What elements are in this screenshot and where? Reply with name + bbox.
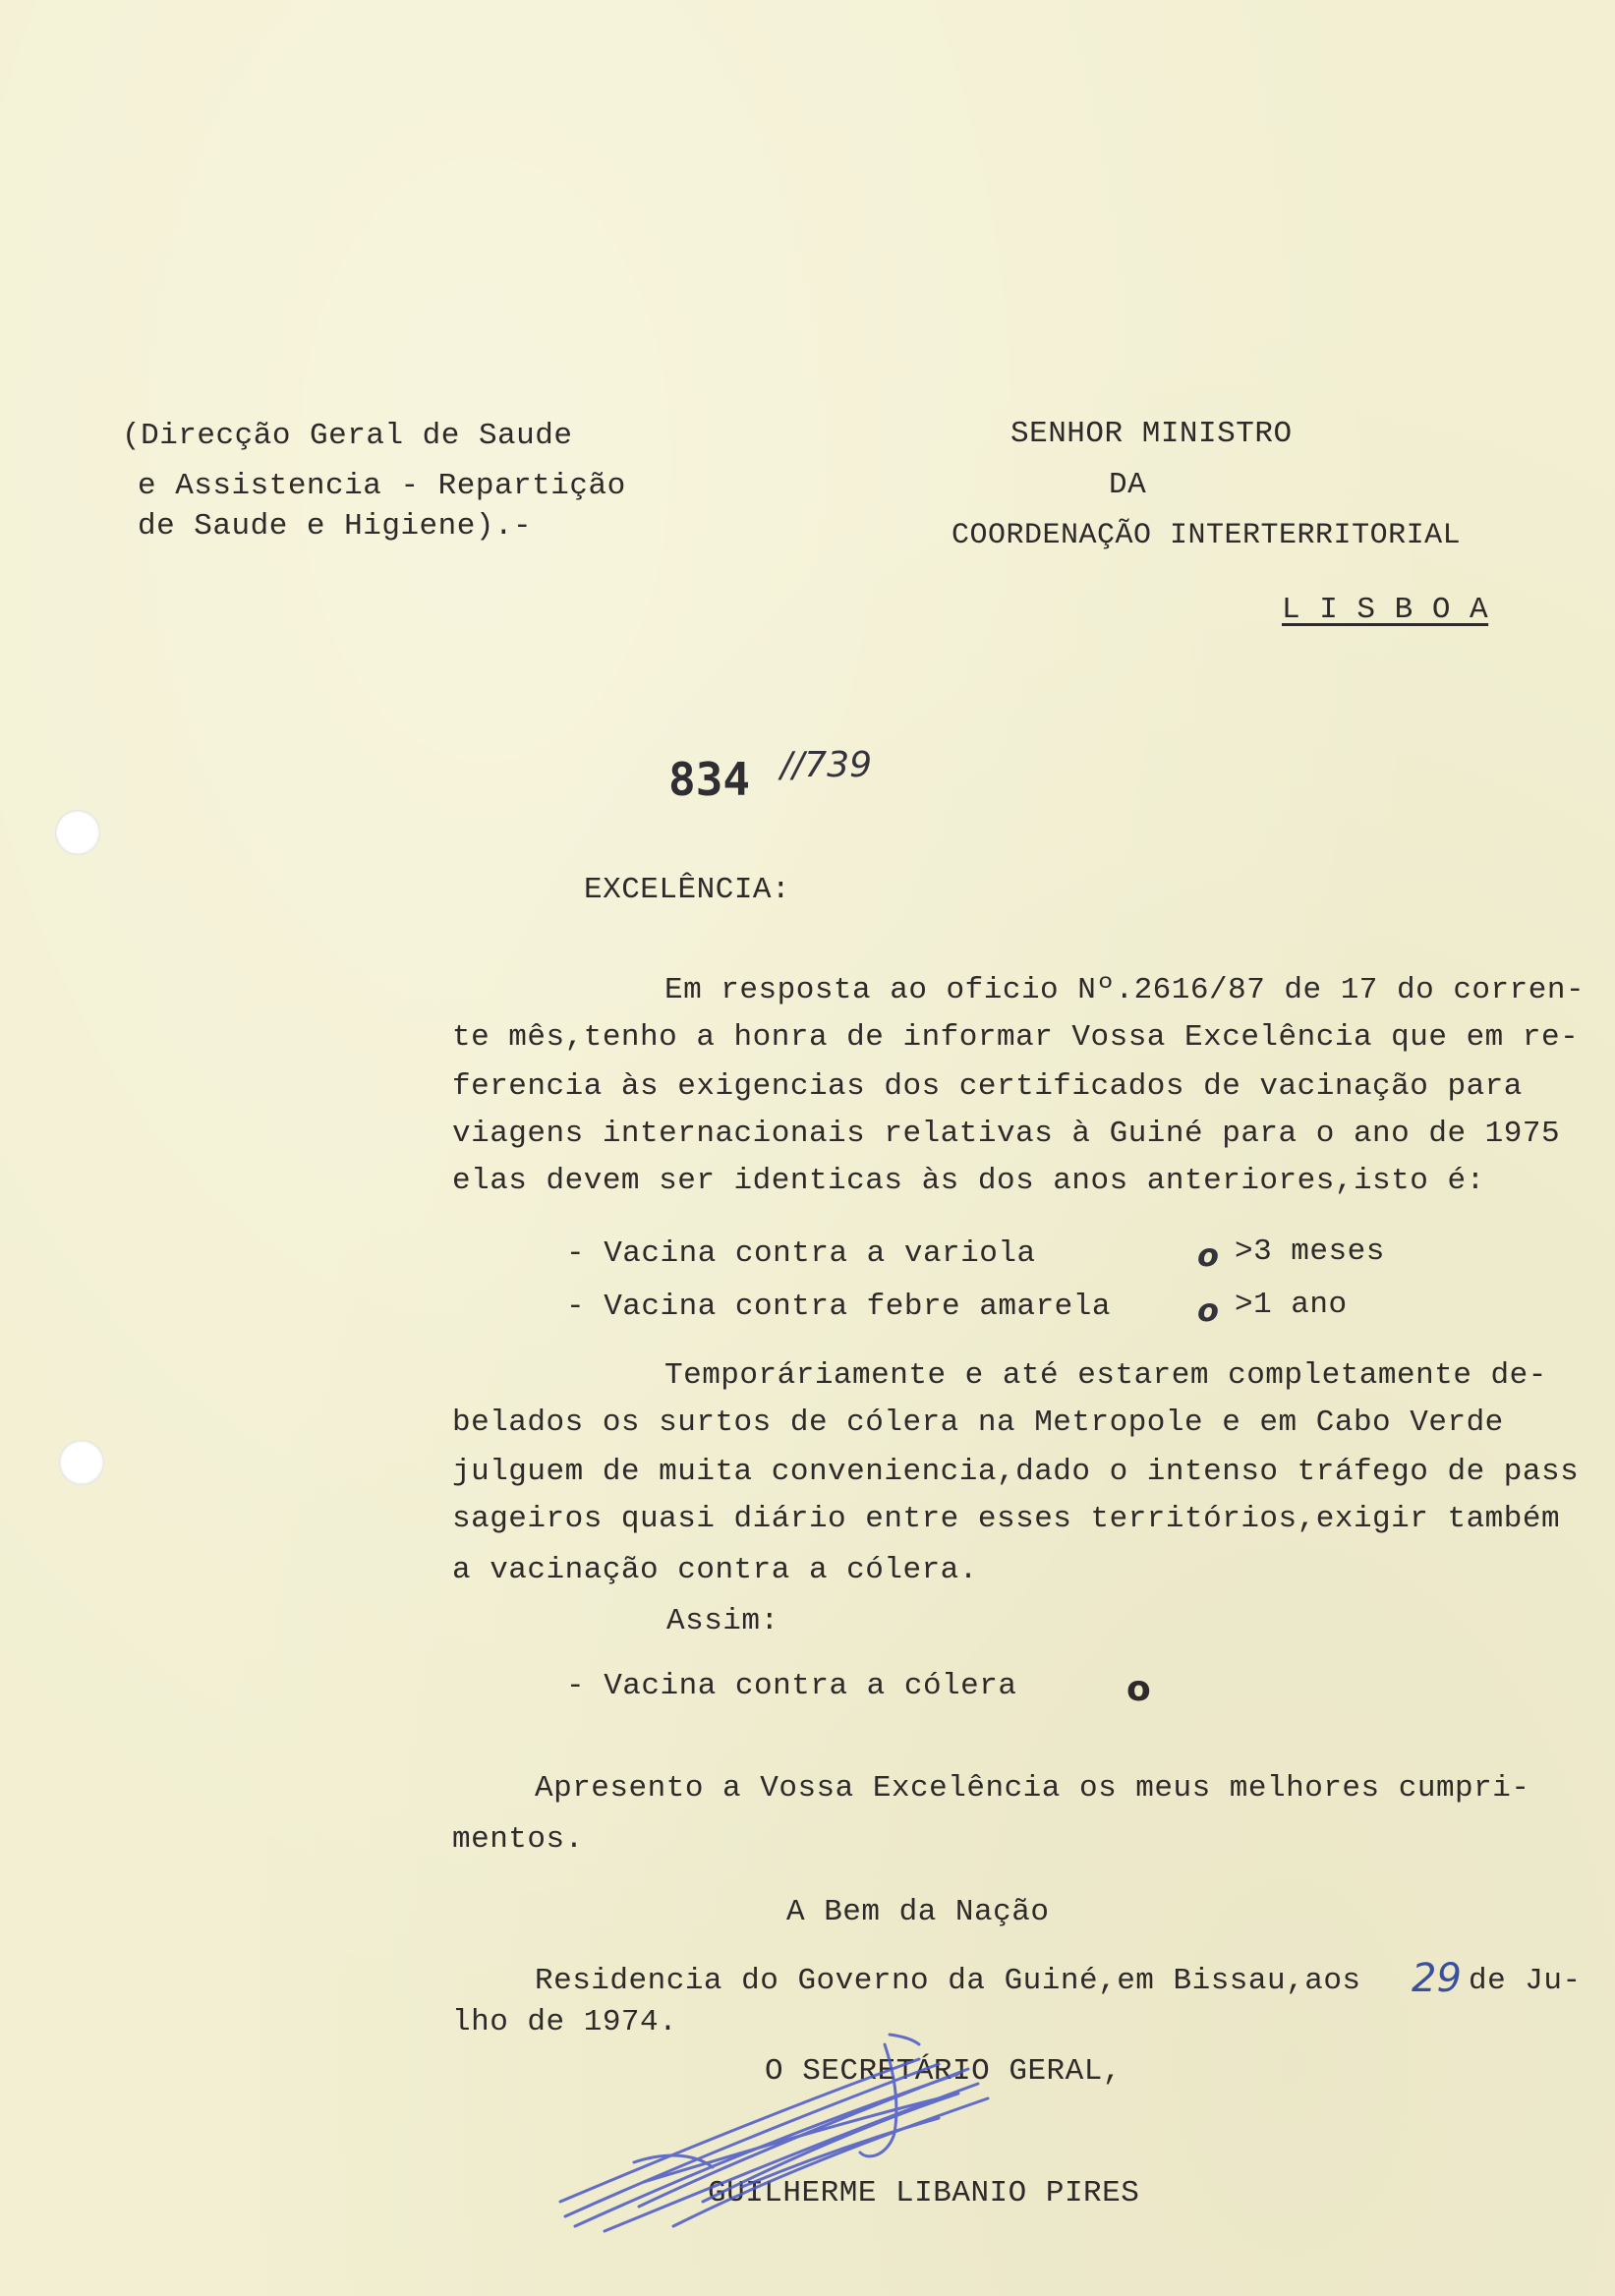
vaccine-item-value: >3 meses <box>1235 1234 1385 1269</box>
cholera-vaccine-label: - Vacina contra a cólera <box>566 1669 1017 1703</box>
assim-label: Assim: <box>666 1604 779 1638</box>
reference-handwritten: //739 <box>780 745 872 785</box>
place-date-line-1: Residencia do Governo da Guiné,em Bissau,aos <box>535 1964 1361 1998</box>
place-date-day: 29 <box>1412 1956 1462 2001</box>
paragraph-1-line-1: Em resposta ao oficio Nº.2616/87 de 17 do corren- <box>664 973 1586 1007</box>
place-date-line-2: lho de 1974. <box>452 2005 678 2039</box>
reference-number: 834 <box>668 753 751 806</box>
punch-hole-top <box>55 810 100 855</box>
place-date-line-1-end: de Ju- <box>1469 1964 1582 1998</box>
signature <box>546 2005 1214 2241</box>
sender-line-2: e Assistencia - Repartição <box>138 469 626 503</box>
closing-line-1: Apresento a Vossa Excelência os meus melhores cumpri- <box>535 1771 1530 1806</box>
motto: A Bem da Nação <box>786 1895 1050 1929</box>
paragraph-2-line-5: a vacinação contra a cólera. <box>452 1553 978 1587</box>
paragraph-1-line-4: viagens internacionais relativas à Guiné para o ano de 1975 <box>452 1117 1561 1151</box>
vaccine-item-mark: o <box>1197 1236 1219 1274</box>
paragraph-2-line-1: Temporáriamente e até estarem completamente de- <box>664 1358 1547 1393</box>
recipient-line-3: COORDENAÇÃO INTERTERRITORIAL <box>952 519 1462 552</box>
sender-line-3: de Saude e Higiene).- <box>138 509 533 544</box>
recipient-line-1: SENHOR MINISTRO <box>1010 417 1293 451</box>
closing-line-2: mentos. <box>452 1822 584 1857</box>
paragraph-1-line-5: elas devem ser identicas às dos anos anteriores,isto é: <box>452 1164 1485 1198</box>
paragraph-2-line-2: belados os surtos de cólera na Metropole e em Cabo Verde <box>452 1406 1504 1440</box>
punch-hole-bottom <box>59 1440 104 1485</box>
paragraph-1-line-3: ferencia às exigencias dos certificados de vacinação para <box>452 1069 1523 1104</box>
cholera-vaccine-mark: o <box>1126 1669 1151 1709</box>
vaccine-item-label: - Vacina contra febre amarela <box>566 1290 1111 1324</box>
paragraph-2-line-3: julguem de muita conveniencia,dado o intenso tráfego de pass <box>452 1455 1580 1489</box>
recipient-line-2: DA <box>1109 468 1147 502</box>
vaccine-item-value: >1 ano <box>1235 1288 1348 1322</box>
sender-line-1: (Direcção Geral de Saude <box>122 419 573 453</box>
paragraph-2-line-4: sageiros quasi diário entre esses territórios,exigir também <box>452 1502 1561 1536</box>
vaccine-item-label: - Vacina contra a variola <box>566 1236 1036 1271</box>
signatory-name: GUILHERME LIBANIO PIRES <box>708 2176 1140 2210</box>
paragraph-1-line-2: te mês,tenho a honra de informar Vossa Excelência que em re- <box>452 1020 1580 1055</box>
salutation: EXCELÊNCIA: <box>584 873 791 907</box>
signatory-title: O SECRETÁRIO GERAL, <box>765 2054 1122 2089</box>
vaccine-item-mark: o <box>1197 1292 1219 1329</box>
recipient-city: L I S B O A <box>1282 593 1489 627</box>
